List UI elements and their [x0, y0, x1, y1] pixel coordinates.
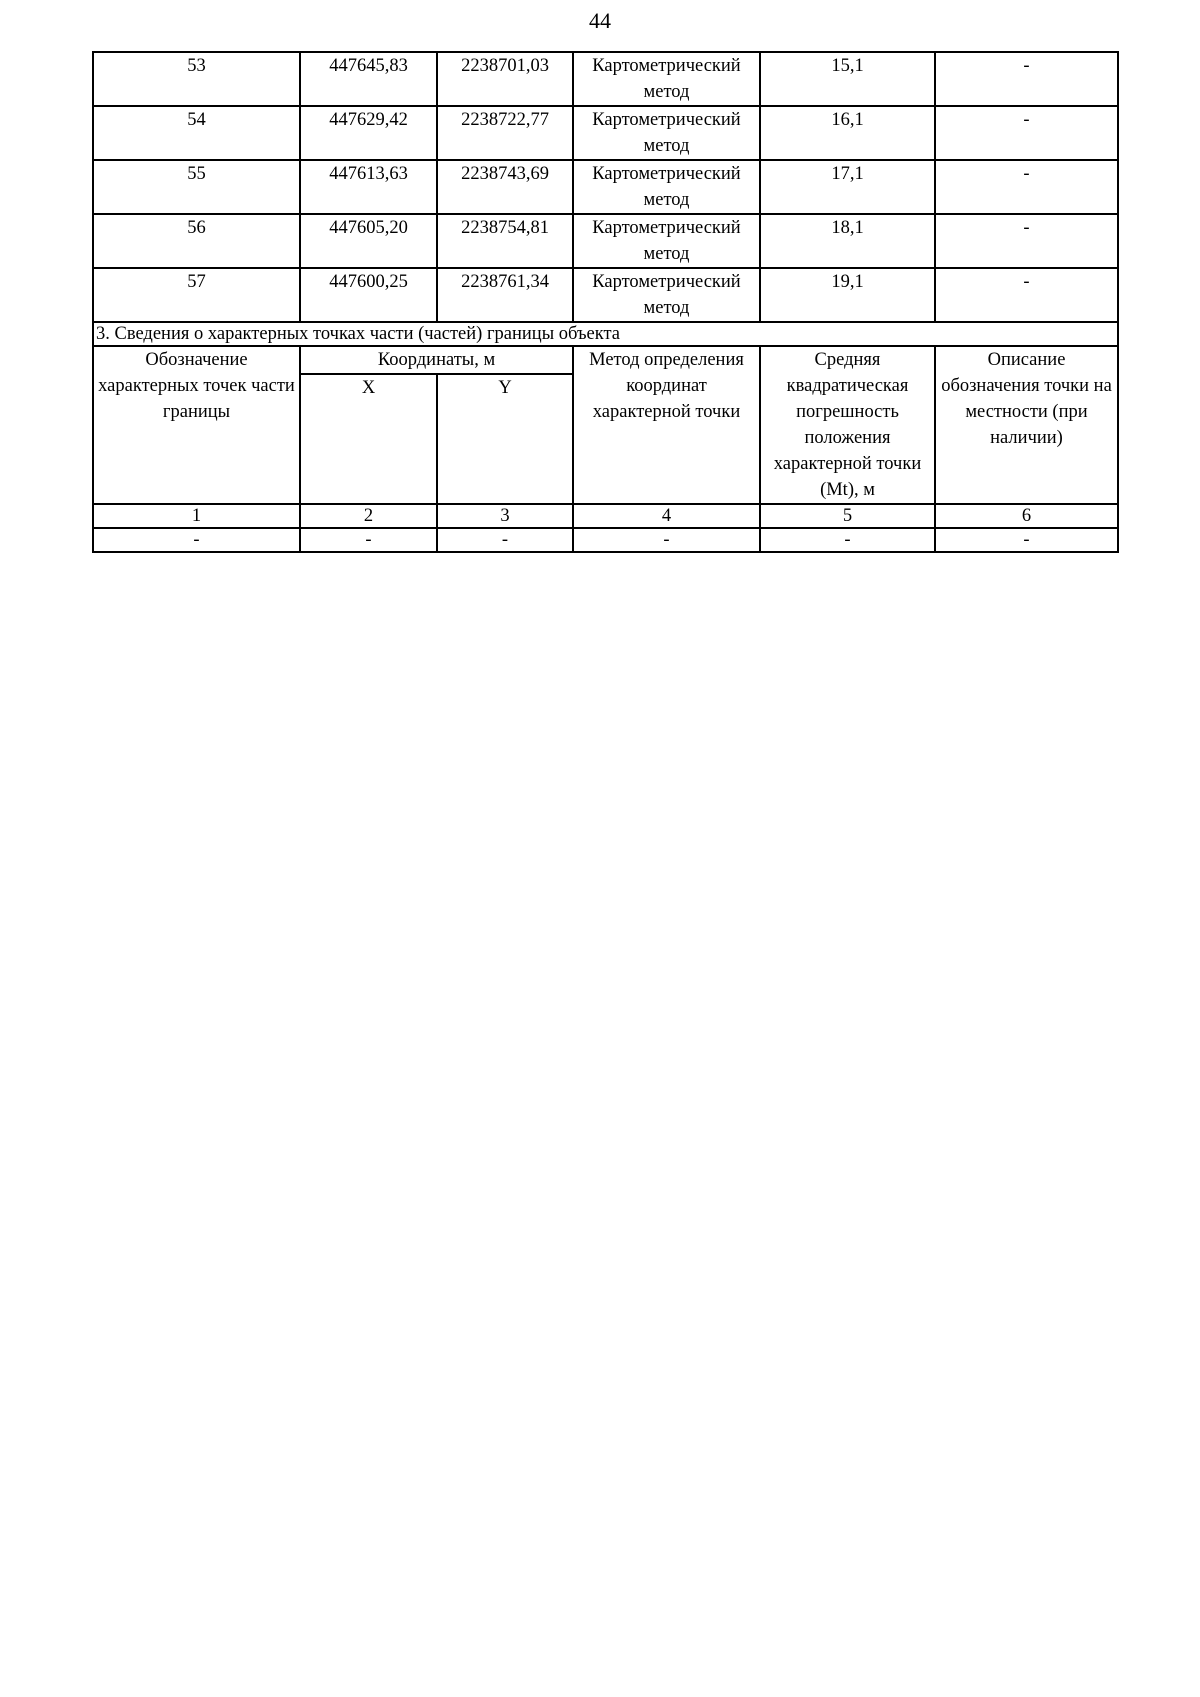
- point-description: -: [935, 106, 1118, 160]
- empty-cell: -: [93, 528, 300, 552]
- point-description: -: [935, 268, 1118, 322]
- coord-y: 2238754,81: [437, 214, 573, 268]
- empty-cell: -: [437, 528, 573, 552]
- coord-x: 447645,83: [300, 52, 437, 106]
- header-row: [93, 346, 1118, 374]
- coord-x: 447613,63: [300, 160, 437, 214]
- section-title-row: [93, 322, 1118, 346]
- mean-error: 19,1: [760, 268, 935, 322]
- coord-y: 2238701,03: [437, 52, 573, 106]
- column-number: 1: [93, 504, 300, 528]
- empty-cell: -: [760, 528, 935, 552]
- point-number: 53: [93, 52, 300, 106]
- point-number: 57: [93, 268, 300, 322]
- table-row: [93, 268, 1118, 322]
- point-number: 56: [93, 214, 300, 268]
- coord-y: 2238743,69: [437, 160, 573, 214]
- table-row: [93, 52, 1118, 106]
- coord-x: 447600,25: [300, 268, 437, 322]
- table-row: [93, 106, 1118, 160]
- point-description: -: [935, 214, 1118, 268]
- point-description: -: [935, 52, 1118, 106]
- method: Картометрический метод: [573, 106, 760, 160]
- table-row: [93, 214, 1118, 268]
- header-method: Метод определения координат характерной точки: [573, 346, 760, 504]
- mean-error: 16,1: [760, 106, 935, 160]
- header-mean-error: Средняя квадратическая погрешность положения характерной точки (Mt), м: [760, 346, 935, 504]
- coordinates-table: [92, 51, 1119, 553]
- header-x: X: [300, 374, 437, 504]
- method: Картометрический метод: [573, 268, 760, 322]
- table-row: [93, 160, 1118, 214]
- header-designation: Обозначение характерных точек части границы: [93, 346, 300, 504]
- page-number: 44: [589, 8, 611, 33]
- column-numbers-row: [93, 504, 1118, 528]
- point-number: 55: [93, 160, 300, 214]
- point-description: -: [935, 160, 1118, 214]
- column-number: 4: [573, 504, 760, 528]
- empty-cell: -: [573, 528, 760, 552]
- point-number: 54: [93, 106, 300, 160]
- column-number: 3: [437, 504, 573, 528]
- column-number: 6: [935, 504, 1118, 528]
- method: Картометрический метод: [573, 160, 760, 214]
- empty-cell: -: [300, 528, 437, 552]
- empty-cell: -: [935, 528, 1118, 552]
- column-number: 5: [760, 504, 935, 528]
- empty-data-row: [93, 528, 1118, 552]
- mean-error: 18,1: [760, 214, 935, 268]
- header-description: Описание обозначения точки на местности (при наличии): [935, 346, 1118, 504]
- method: Картометрический метод: [573, 52, 760, 106]
- method: Картометрический метод: [573, 214, 760, 268]
- mean-error: 15,1: [760, 52, 935, 106]
- header-coordinates: Координаты, м: [300, 346, 573, 374]
- column-number: 2: [300, 504, 437, 528]
- coord-y: 2238722,77: [437, 106, 573, 160]
- header-y: Y: [437, 374, 573, 504]
- mean-error: 17,1: [760, 160, 935, 214]
- coord-x: 447629,42: [300, 106, 437, 160]
- section-title: 3. Сведения о характерных точках части (частей) границы объекта: [93, 322, 1118, 346]
- coord-y: 2238761,34: [437, 268, 573, 322]
- coord-x: 447605,20: [300, 214, 437, 268]
